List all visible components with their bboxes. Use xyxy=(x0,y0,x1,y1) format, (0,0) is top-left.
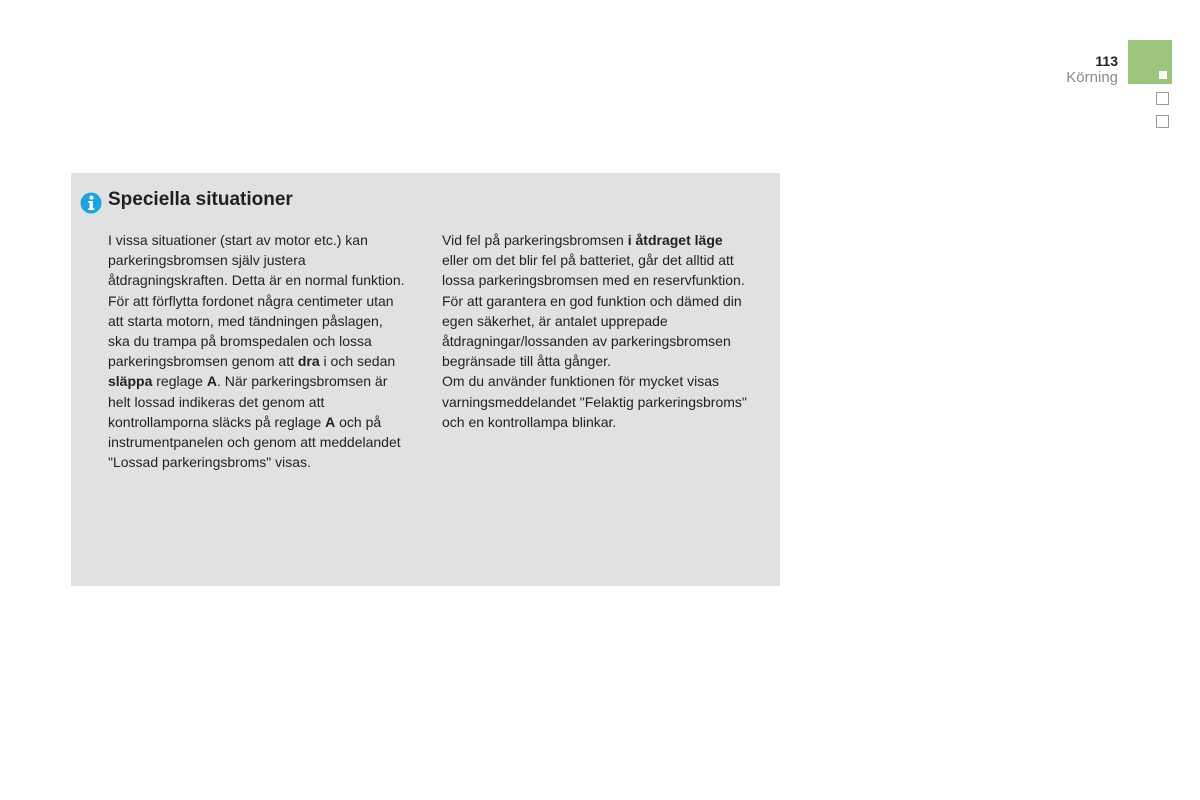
info-title: Speciella situationer xyxy=(108,189,293,210)
text-run: reglage xyxy=(152,373,207,390)
bold-text: dra xyxy=(297,353,320,370)
info-icon xyxy=(80,192,102,214)
paragraph: Om du använder funktionen för mycket visas varningsmeddelandet "Felaktig parkeringsbroms" och en kontrollampa blinkar. xyxy=(442,373,747,430)
left-column xyxy=(108,230,408,472)
text-run: . När parkeringsbromsen är helt lossad indikeras det genom att kontrollamporna släcks på reglage xyxy=(108,373,388,430)
bold-text: släppa xyxy=(108,373,153,390)
bold-text: i åtdraget läge xyxy=(627,232,723,248)
text-run: För att förflytta fordonet några centimeter utan att starta motorn, med tändningen påslagen, ska du trampa på bromspedalen och lossa parkeringsbromsen genom att xyxy=(108,292,394,370)
tab-marker xyxy=(1159,71,1167,79)
paragraph xyxy=(442,230,747,291)
info-panel xyxy=(71,173,780,586)
bold-text: A xyxy=(206,373,217,390)
paragraph: I vissa situationer (start av motor etc.) kan parkeringsbromsen själv justera åtdragningskraften. Detta är en normal funktion. xyxy=(108,232,405,289)
text-run: Vid fel på parkeringsbromsen xyxy=(442,232,628,248)
chapter-tab-box xyxy=(1156,115,1169,128)
paragraph xyxy=(108,291,408,473)
text-run: eller om det blir fel på batteriet, går det alltid att lossa parkeringsbromsen med en reservfunktion. xyxy=(442,252,745,289)
chapter-tab-active xyxy=(1128,40,1172,84)
page-number: 113 xyxy=(1095,53,1118,69)
chapter-tab-box xyxy=(1156,92,1169,105)
right-column xyxy=(442,230,747,432)
section-title: Körning xyxy=(1066,69,1118,86)
text-run: och på instrumentpanelen och genom att meddelandet "Lossad parkeringsbroms" visas. xyxy=(108,413,401,471)
paragraph: För att garantera en god funktion och dämed din egen säkerhet, är antalet upprepade åtdragningar/lossanden av parkeringsbromsen begränsade till åtta gånger. xyxy=(442,292,742,370)
text-run: i och sedan xyxy=(319,353,396,370)
bold-text: A xyxy=(325,413,336,430)
